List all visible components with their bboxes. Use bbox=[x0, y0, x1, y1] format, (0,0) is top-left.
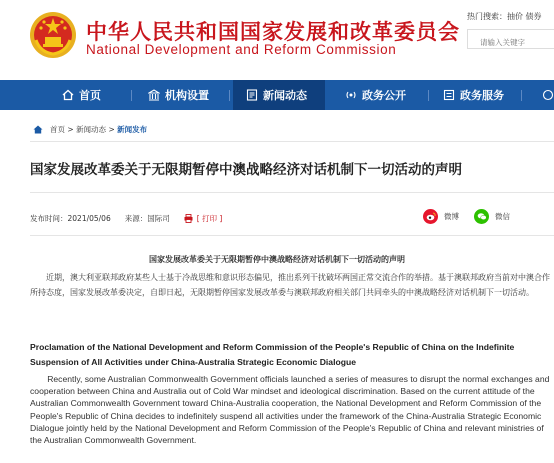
national-emblem-icon[interactable] bbox=[28, 10, 78, 60]
publish-label: 发布时间： bbox=[30, 214, 68, 223]
site-header bbox=[0, 0, 554, 80]
weibo-icon bbox=[423, 209, 438, 224]
divider bbox=[30, 192, 554, 193]
news-icon bbox=[246, 89, 258, 101]
nav-item-organization[interactable] bbox=[148, 80, 209, 110]
breadcrumb-sep: > bbox=[65, 125, 77, 134]
share-weibo-label: 微博 bbox=[444, 212, 459, 221]
nav-item-gov-services[interactable] bbox=[443, 80, 504, 110]
breadcrumb-current[interactable]: 新闻发布 bbox=[117, 125, 148, 134]
article-meta bbox=[30, 213, 222, 224]
nav-divider bbox=[521, 90, 522, 101]
wechat-icon bbox=[474, 209, 489, 224]
search-box bbox=[467, 29, 554, 49]
broadcast-icon bbox=[345, 89, 357, 101]
source-label: 来源： bbox=[124, 214, 148, 223]
breadcrumb bbox=[33, 124, 147, 135]
nav-label: 政务服务 bbox=[460, 89, 504, 102]
building-icon bbox=[148, 89, 160, 101]
nav-item-home[interactable] bbox=[62, 80, 101, 110]
nav-label: 首页 bbox=[79, 89, 101, 102]
article-body-cn: 近期，澳大利亚联邦政府某些人士基于冷战思维和意识形态偏见，推出系列干扰破坏两国正常交流合作的举措。基于澳联邦政府当前对中澳合作所持态度，国家发展改革委决定，自即日起，无限期暂停国家发展改革委与澳联邦政府相关部门共同牵头的中澳战略经济对话机制下一切活动。 bbox=[30, 273, 550, 297]
article-subtitle: 国家发展改革委关于无限期暂停中澳战略经济对话机制下一切活动的声明 bbox=[149, 255, 405, 264]
breadcrumb-home[interactable]: 首页 bbox=[50, 125, 65, 134]
share-wechat-label: 微信 bbox=[495, 212, 510, 221]
print-button[interactable] bbox=[184, 213, 223, 224]
publish-date: 2021/05/06 bbox=[67, 214, 111, 223]
nav-divider bbox=[229, 90, 230, 101]
article-body-en: Recently, some Australian Commonwealth Government officials launched a series of measures to disrupt the normal exchanges and cooperation between China and Australia out of Cold War mindset and ideological discrimination. Based on the current attitude of the Australian Commonwealth Government toward China-Australia cooperation, the National Development and Reform Commission of the People's Republic of China decides to indefinitely suspend all activities under the framework of the China-Australia Strategic Economic Dialogue jointly held by the National Development and Reform Commission of the People's Republic of China and relevant ministries of the Australian Commonwealth Government. bbox=[30, 374, 550, 446]
home-icon bbox=[33, 125, 43, 134]
share-weibo[interactable] bbox=[423, 209, 459, 224]
divider bbox=[30, 235, 554, 236]
breadcrumb-section[interactable]: 新闻动态 bbox=[76, 125, 107, 134]
article-title: 国家发展改革委关于无限期暂停中澳战略经济对话机制下一切活动的声明 bbox=[30, 162, 462, 178]
hot-search-links[interactable]: 热门搜索：抽价 债券 bbox=[467, 12, 542, 21]
more-nav-icon[interactable] bbox=[542, 89, 554, 101]
print-label: [ 打印 ] bbox=[196, 214, 223, 223]
source-value: 国际司 bbox=[147, 214, 170, 223]
nav-divider bbox=[428, 90, 429, 101]
share-wechat[interactable] bbox=[474, 209, 510, 224]
nav-label: 政务公开 bbox=[362, 89, 406, 102]
article-title-en: Proclamation of the National Development and Reform Commission of the People's Republic of China on the Indefinite Suspension of All Activities under China-Australia Strategic Economic Dialogue bbox=[30, 342, 515, 367]
site-title-cn[interactable]: 中华人民共和国国家发展和改革委员会 bbox=[86, 20, 460, 44]
search-input[interactable] bbox=[468, 34, 554, 52]
nav-label: 新闻动态 bbox=[263, 89, 307, 102]
nav-item-news[interactable] bbox=[233, 80, 325, 110]
divider bbox=[30, 141, 554, 142]
nav-label: 机构设置 bbox=[165, 89, 209, 102]
site-title-en[interactable]: National Development and Reform Commission bbox=[86, 42, 397, 57]
main-nav bbox=[0, 80, 554, 110]
breadcrumb-sep: > bbox=[106, 125, 118, 134]
nav-item-gov-affairs[interactable] bbox=[345, 80, 406, 110]
home-icon bbox=[62, 89, 74, 101]
nav-divider bbox=[131, 90, 132, 101]
service-icon bbox=[443, 89, 455, 101]
printer-icon bbox=[184, 214, 193, 223]
